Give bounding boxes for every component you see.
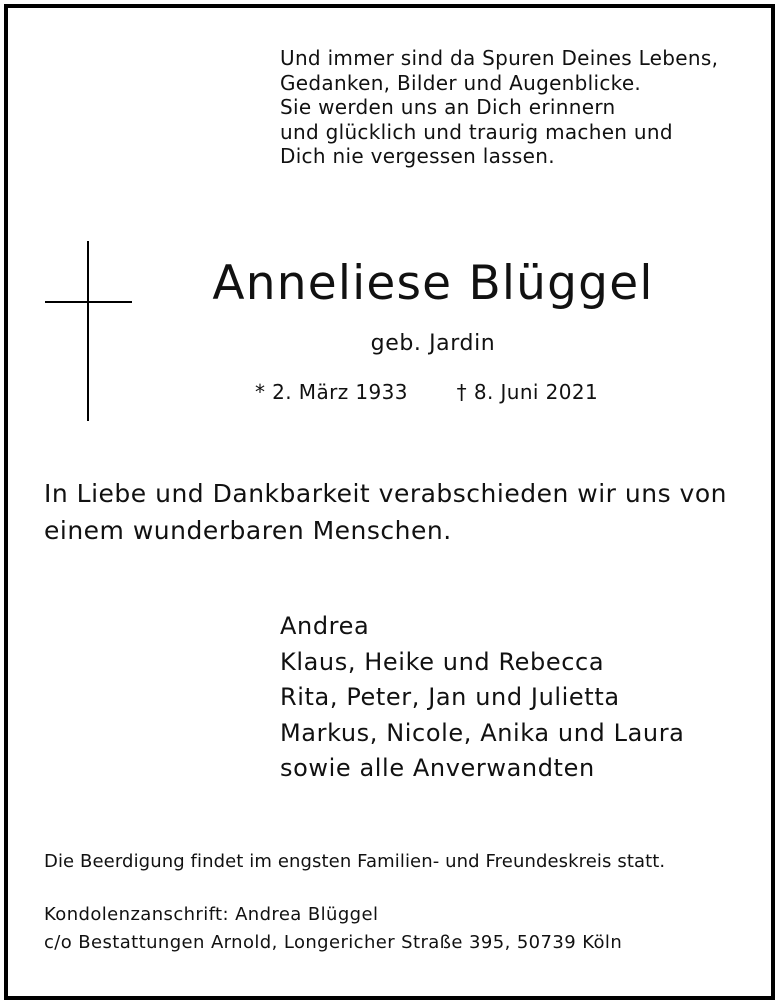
poem-line: Und immer sind da Spuren Deines Lebens, <box>280 46 719 70</box>
mourners-list <box>280 609 684 787</box>
funeral-notice: Die Beerdigung findet im engsten Familien- und Freundeskreis statt. <box>44 851 666 872</box>
farewell-line: einem wunderbaren Menschen. <box>44 516 452 545</box>
mourner-line: Rita, Peter, Jan und Julietta <box>280 683 620 711</box>
mourner-line: Markus, Nicole, Anika und Laura <box>280 718 685 747</box>
farewell-text <box>44 475 727 549</box>
memorial-poem <box>280 46 718 169</box>
poem-line: und glücklich und traurig machen und <box>280 119 673 144</box>
obituary-frame <box>4 4 775 1000</box>
condolence-line: Kondolenzanschrift: Andrea Blüggel <box>44 904 379 925</box>
maiden-name: geb. Jardin <box>370 331 496 356</box>
farewell-line: In Liebe und Dankbarkeit verabschieden wir uns von <box>44 479 727 508</box>
mourner-line: sowie alle Anverwandten <box>280 754 595 782</box>
mourner-line: Andrea <box>280 612 370 640</box>
deceased-name: Anneliese Blüggel <box>212 256 654 311</box>
poem-line: Gedanken, Bilder und Augenblicke. <box>280 70 642 95</box>
life-dates <box>255 380 598 404</box>
poem-line: Dich nie vergessen lassen. <box>280 144 555 168</box>
birth-date: * 2. März 1933 <box>255 380 408 404</box>
mourner-line: Klaus, Heike und Rebecca <box>280 647 605 676</box>
condolence-line: c/o Bestattungen Arnold, Longericher Straße 395, 50739 Köln <box>44 932 623 953</box>
condolence-address <box>44 901 622 957</box>
poem-line: Sie werden uns an Dich erinnern <box>280 95 616 119</box>
death-date: † 8. Juni 2021 <box>456 380 599 404</box>
